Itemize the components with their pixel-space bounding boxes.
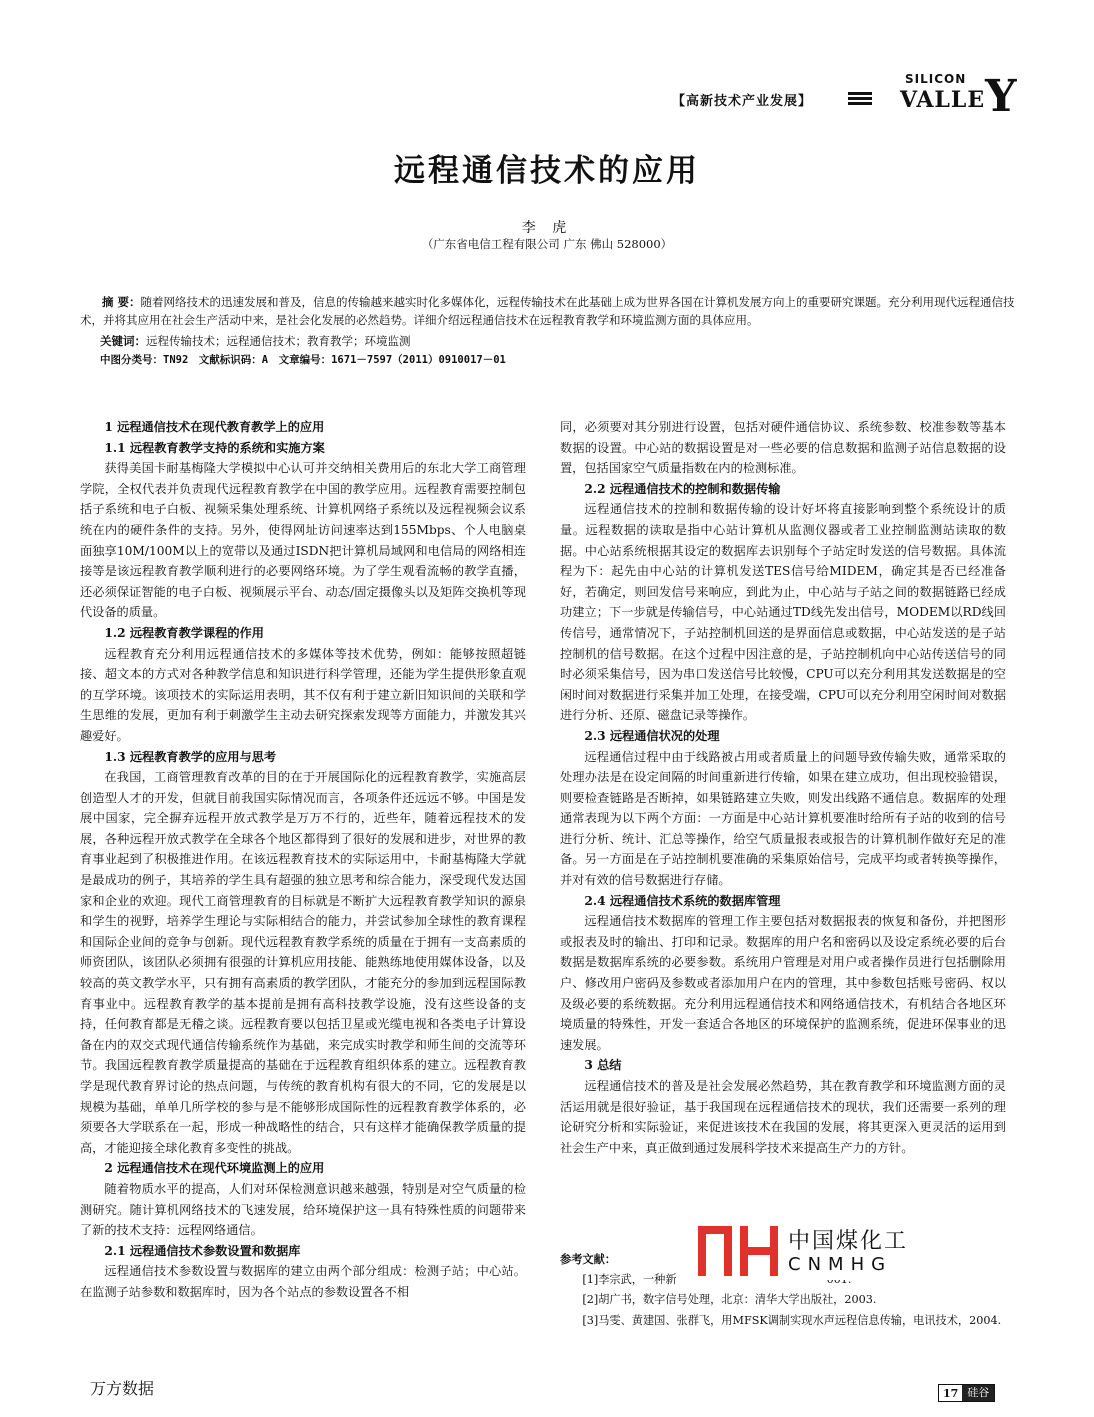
reference-1-text: [1]李宗武，一种新 bbox=[582, 1272, 677, 1286]
paragraph: 在我国，工商管理教育改革的目的在于开展国际化的远程教育教学，实施高层创造型人才的开发，但就目前我国实际情况而言，各项条件还远远不够。中国是发展中国家，完全摒弃远程开放式教学是万万不行的，近些年，随着远程技术的发展，各种远程开放式教学在全球各个地区都得到了很好的发展和进步，对世界的教育事业起到了积极推进作用。在该远程教育技术的实际运用中，卡耐基梅隆大学就是最成功的例子，其培养的学生具有超强的独立思考和综合能力，深受现代发达国家和企业的欢迎。现代工商管理教育的目标就是不断扩大远程教育教学知识的源泉和学生的视野，培养学生理论与实际相结合的能力，并尝试参加全球性的教育课程和国际企业间的竞争与创新。现代远程教育教学系统的质量在于拥有一支高素质的师资团队，该团队必须拥有很强的计算机应用技能、能熟练地使用媒体设备，以及较高的英文教学水平，只有拥有高素质的教学团队，才能充分的参加到远程国际教育事业中。远程教育教学的基本提前是拥有高科技教学设施，没有这些设备的支持，任何教育都是无稽之谈。远程教育要以包括卫星或光缆电视和各类电子计算设备在内的双交式现代通信传输系统作为基础，来完成实时教学和师生间的交流等环节。我国远程教育教学质量提高的基础在于远程教育组织体系的建立。远程教育教学是现代教育界讨论的热点问题，与传统的教育机构有很大的不同，它的发展是以规模为基础，单单几所学校的参与是不能够形成国际性的远程教育教学体系的，必须要各大学联系在一起，形成一种战略性的结合，只有这样才能确保教学质量的提高，才能迎接全球化教育多变性的挑战。 bbox=[80, 770, 526, 1155]
section-heading: 2 远程通信技术在现代环境监测上的应用 bbox=[104, 1161, 325, 1176]
subsection-heading: 2.1 远程通信技术参数设置和数据库 bbox=[104, 1243, 301, 1258]
abstract bbox=[80, 293, 1020, 329]
keywords-text: 远程传输技术；远程通信技术；教育教学；环境监测 bbox=[146, 334, 411, 348]
paragraph: 远程通信技术数据库的管理工作主要包括对数据报表的恢复和备份，并把图形或报表及时的输出、打印和记录。数据库的用户名和密码以及设定系统必要的后台数据是数据库系统的必要参数。系统用户管理是对用户或者操作员进行包括删除用户、修改用户密码及参数或者添加用户在内的管理，其中参数包括账号密码、权以及级必要的系统数据。充分利用远程通信技术和网络通信技术，有机结合各地区环境质量的特殊性，开发一套适合各地区的环境保护的监测系统，促进环保事业的迅速发展。 bbox=[560, 914, 1006, 1052]
page-number-box bbox=[938, 1384, 995, 1402]
brand-silicon: SILICON bbox=[905, 72, 967, 86]
references-label: 参考文献： bbox=[560, 1252, 616, 1266]
keywords bbox=[100, 332, 1040, 350]
brand-valley-y: Y bbox=[985, 71, 1018, 122]
paragraph: 远程通信技术的普及是社会发展必然趋势，其在教育教学和环境监测方面的灵活运用就是很好验证，基于我国现在远程通信技术的现状，我们还需要一系列的理论研究分析和实际验证，来促进该技术在我国的发展，将其更深入更灵活的运用到社会生产中来，真正做到通过发展科学技术来提高生产力的方针。 bbox=[560, 1079, 1006, 1155]
left-column bbox=[80, 417, 526, 1303]
paragraph: 远程通信过程中由于线路被占用或者质量上的问题导致传输失败，通常采取的处理办法是在设定间隔的时间重新进行传输，如果在建立成功，但出现校验错误，则要检查链路是否断掉，如果链路建立失败，则发出线路不通信息。数据库的处理通常表现为以下两个方面：一方面是中心站计算机要准时给所有子站的收到的信号进行分析、统计、汇总等操作，给空气质量报表或报告的计算机制作做好充足的准备。另一方面是在子站控制机要准确的采集原始信号，完成平均或者转换等操作，并对有效的信号数据进行存储。 bbox=[560, 749, 1006, 888]
journal-section-label: 【高新技术产业发展】 bbox=[672, 94, 813, 109]
watermark-en: CNMHG bbox=[788, 1254, 893, 1275]
footer-source: 万方数据 bbox=[90, 1379, 155, 1398]
subsection-heading: 1.1 远程教育教学支持的系统和实施方案 bbox=[104, 440, 325, 455]
paragraph: 获得美国卡耐基梅隆大学模拟中心认可并交纳相关费用后的东北大学工商管理学院，全权代表并负责现代远程教育教学在中国的教学应用。远程教育需要控制包括子系统和电子白板、视频采集处理系统、计算机网络子系统以及远程视频会议系统在内的硬件条件的支持。另外，使得网址访问速率达到155Mbps、个人电脑桌面独享10M/100M以上的宽带以及通过ISDN把计算机局域网和电信局的网络相连接等是该远程教育教学顺利进行的必要网络环境。为了学生观看流畅的教学直播，还必须保证智能的电子白板、视频展示平台、动态/固定摄像头以及矩阵交换机等现代设备的质量。 bbox=[80, 461, 526, 620]
article-author: 李 虎 bbox=[521, 220, 573, 236]
subsection-heading: 1.3 远程教育教学的应用与思考 bbox=[104, 749, 277, 764]
page-tag: 硅谷 bbox=[962, 1385, 994, 1401]
article-title: 远程通信技术的应用 bbox=[394, 153, 700, 189]
abstract-label: 摘 要： bbox=[102, 295, 141, 309]
reference-item-2: [2]胡广书，数字信号处理，北京：清华大学出版社，2003. bbox=[582, 1293, 877, 1306]
subsection-heading: 1.2 远程教育教学课程的作用 bbox=[104, 625, 264, 640]
classification-line: 中图分类号：TN92 文献标识码：A 文章编号：1671－7597（2011）0910017－01 bbox=[100, 354, 506, 366]
right-column bbox=[560, 417, 1006, 1158]
watermark bbox=[696, 1222, 908, 1280]
header-decoration-icon bbox=[848, 92, 872, 106]
subsection-heading: 2.2 远程通信技术的控制和数据传输 bbox=[584, 481, 781, 496]
paragraph: 远程通信技术参数设置与数据库的建立由两个部分组成：检测子站；中心站。在监测子站参数和数据库时，因为各个站点的参数设置各不相 bbox=[80, 1264, 526, 1299]
watermark-cn: 中国煤化工 bbox=[788, 1229, 909, 1254]
keywords-label: 关键词： bbox=[100, 334, 146, 348]
section-heading: 3 总结 bbox=[584, 1058, 622, 1073]
subsection-heading: 2.3 远程通信状况的处理 bbox=[584, 728, 720, 743]
article-affiliation: （广东省电信工程有限公司 广东 佛山 528000） bbox=[421, 237, 673, 251]
subsection-heading: 2.4 远程通信技术系统的数据库管理 bbox=[584, 893, 781, 908]
paragraph: 随着物质水平的提高，人们对环保检测意识越来越强，特别是对空气质量的检测研究。随计算机网络技术的飞速发展，给环境保护这一具有特殊性质的问题带来了新的技术支持：远程网络通信。 bbox=[80, 1181, 526, 1238]
paragraph: 远程教育充分利用远程通信技术的多媒体等技术优势，例如：能够按照超链接、超文本的方式对各种教学信息和知识进行科学管理，还能为学生提供形象直观的互学环境。该项技术的实际运用表明，其不仅有利于建立新旧知识间的关联和学生思维的发展，更加有利于刺激学生主动去研究探索发现等方面能力，并激发其兴趣爱好。 bbox=[80, 646, 526, 743]
reference-item-3: [3]马雯、黄建国、张群飞，用MFSK调制实现水声远程信息传输，电讯技术，2004. bbox=[582, 1313, 1002, 1327]
paragraph: 同，必须要对其分别进行设置，包括对硬件通信协议、系统参数、校准参数等基本数据的设置。中心站的数据设置是对一些必要的信息数据和监测子站信息数据的设置，包括国家空气质量指数在内的检测标准。 bbox=[560, 420, 1006, 476]
paragraph: 远程通信技术的控制和数据传输的设计好坏将直接影响到整个系统设计的质量。远程数据的读取是指中心站计算机从监测仪器或者工业控制监测站读取的数据。中心站系统根据其设定的数据库去识别每个子站定时发送的信号数据。具体流程为下：起先由中心站的计算机发送TES信号给MIDEM，确定其是否已经准备好，若确定，则回发信号来响应，到此为止，中心站与子站之间的数据链路已经成功建立；下一步就是传输信号，中心站通过TD线先发出信号，MODEM以RD线回传信号，通常情况下，子站控制机回送的是界面信息或数据，中心站发送的是子站控制机的信号数据。在这个过程中因注意的是，子站控制机向中心站传送信号的同时必须采集信号，因为串口发送信号比较慢，CPU可以充分利用其发送数据是的空闲时间对数据进行采集并加工处理，在接受端，CPU可以充分利用空闲时间对数据进行分析、还原、磁盘记录等操作。 bbox=[560, 502, 1006, 723]
brand-valley-text: VALLE bbox=[900, 87, 986, 113]
watermark-logo-icon bbox=[696, 1222, 780, 1280]
abstract-text: 随着网络技术的迅速发展和普及，信息的传输越来越实时化多媒体化，远程传输技术在此基础上成为世界各国在计算机发展方向上的重要研究课题。充分利用现代远程通信技术，并将其应用在社会生产活动中来，是社会化发展的必然趋势。详细介绍远程通信技术在远程教育教学和环境监测方面的具体应用。 bbox=[80, 295, 1015, 327]
section-heading: 1 远程通信技术在现代教育教学上的应用 bbox=[104, 420, 325, 434]
page-number: 17 bbox=[943, 1386, 959, 1400]
